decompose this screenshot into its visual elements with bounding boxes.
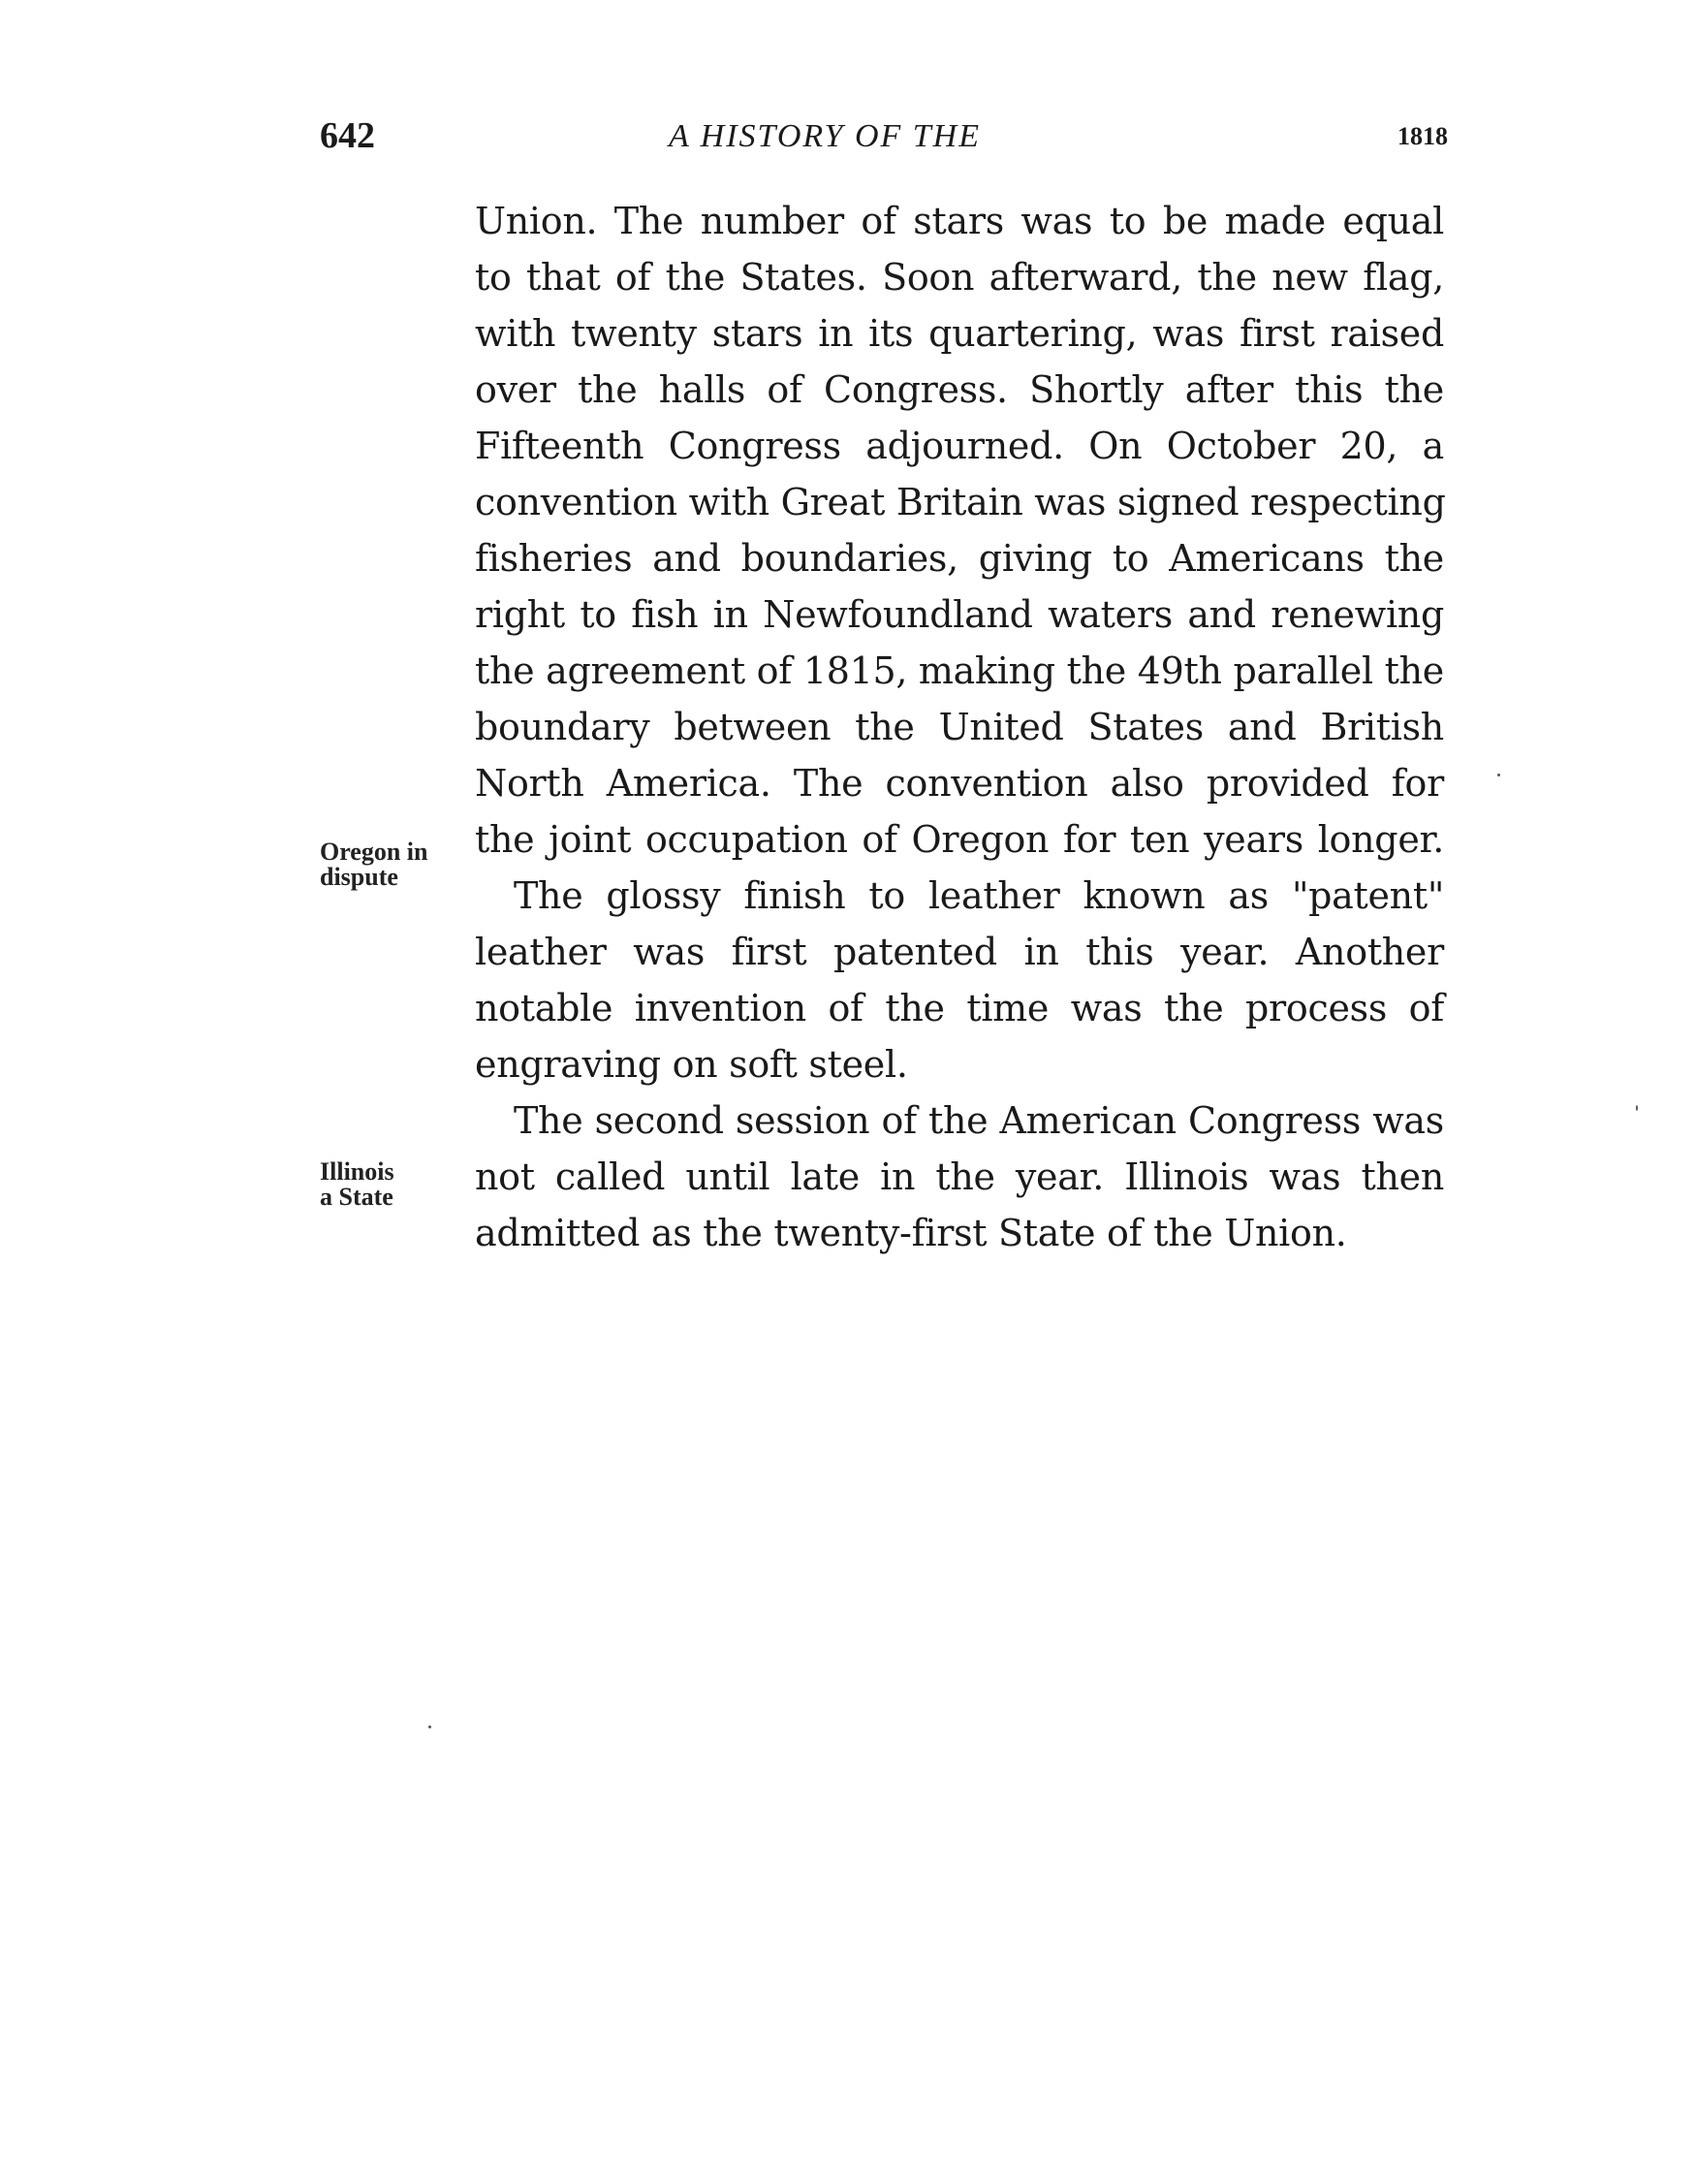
scan-speck	[1497, 774, 1500, 776]
text-line: to that of the States. Soon afterward, the new flag,	[475, 256, 1444, 299]
margin-note-line: Illinois	[320, 1157, 394, 1186]
text-line: fisheries and boundaries, giving to Americans the	[475, 537, 1444, 580]
text-line: Fifteenth Congress adjourned. On October 20, a	[475, 425, 1444, 467]
text-line: the agreement of 1815, making the 49th parallel the	[475, 649, 1444, 692]
page-number: 642	[320, 115, 375, 156]
text-line: not called until late in the year. Illinois was then	[475, 1155, 1444, 1198]
text-line: convention with Great Britain was signed respecting	[475, 481, 1446, 523]
text-line: right to fish in Newfoundland waters and renewing	[475, 593, 1444, 636]
text-line: boundary between the United States and British	[475, 706, 1444, 748]
scan-speck	[1636, 1105, 1638, 1111]
text-line: the joint occupation of Oregon for ten years longer.	[475, 818, 1444, 861]
text-line: notable invention of the time was the process of	[475, 987, 1444, 1029]
margin-note-line: dispute	[320, 863, 398, 891]
scan-speck	[428, 1725, 431, 1728]
book-title: A HISTORY OF THE	[669, 118, 981, 154]
margin-note-line: Oregon in	[320, 838, 428, 866]
text-line: The glossy finish to leather known as "patent"	[514, 874, 1444, 917]
running-head	[0, 114, 1695, 163]
text-line: engraving on soft steel.	[475, 1043, 908, 1086]
margin-note-line: a State	[320, 1183, 393, 1211]
margin-note-oregon	[320, 839, 427, 890]
text-line: over the halls of Congress. Shortly after this the	[475, 368, 1444, 411]
text-line: North America. The convention also provided for	[475, 762, 1444, 805]
margin-note-illinois	[320, 1159, 394, 1210]
text-line: with twenty stars in its quartering, was first raised	[475, 312, 1444, 355]
text-line: Union. The number of stars was to be made equal	[475, 200, 1444, 242]
text-line: The second session of the American Congress was	[514, 1099, 1444, 1142]
text-line: admitted as the twenty-first State of the Union.	[475, 1212, 1347, 1254]
text-line: leather was first patented in this year. Another	[475, 931, 1444, 973]
year-heading: 1818	[1397, 122, 1448, 150]
